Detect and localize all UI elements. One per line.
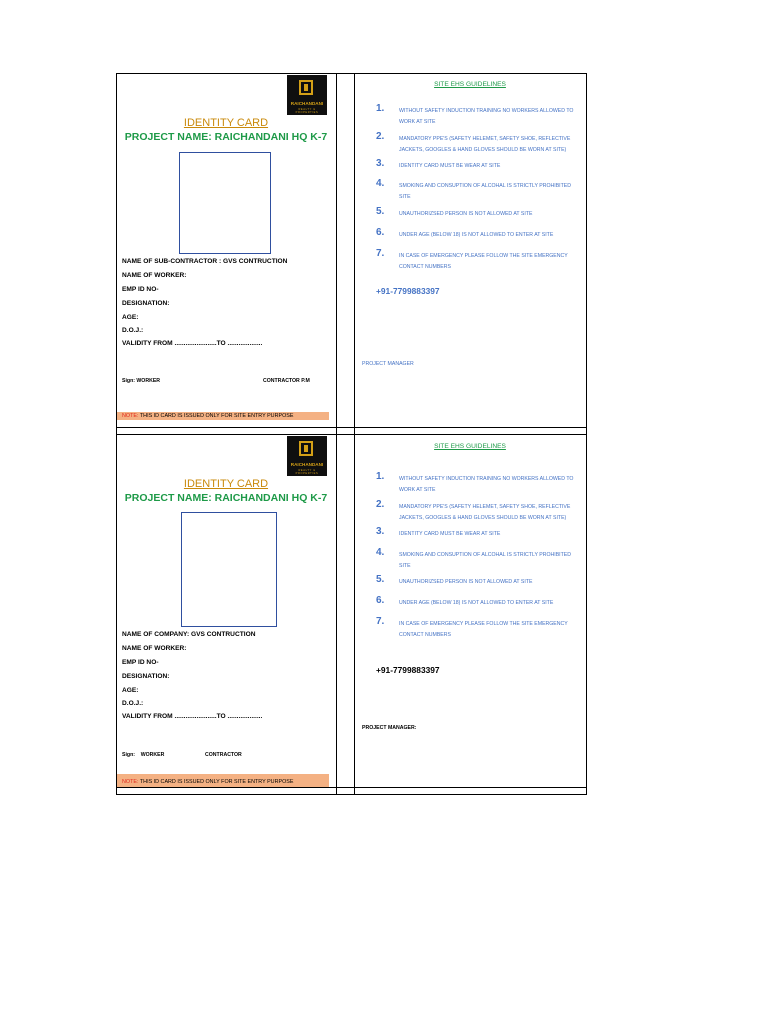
field-doj: D.O.J.: — [122, 327, 144, 334]
field-company: NAME OF COMPANY: GVS CONTRUCTION — [122, 631, 256, 638]
field-sub-contractor: NAME OF SUB-CONTRACTOR : GVS CONTRUCTION — [122, 258, 288, 265]
field-validity: VALIDITY FROM .......................TO ................... — [122, 713, 263, 720]
identity-card-title: IDENTITY CARD — [183, 478, 269, 490]
sign-contractor: CONTRACTOR — [205, 752, 242, 758]
rule-number: 7. — [376, 616, 385, 627]
project-name: PROJECT NAME: RAICHANDANI HQ K-7 — [124, 492, 328, 504]
rule-number: 6. — [376, 595, 385, 606]
field-worker-name: NAME OF WORKER: — [122, 272, 187, 279]
photo-box — [181, 512, 277, 627]
company-logo — [287, 436, 327, 476]
rule-number: 3. — [376, 158, 385, 169]
logo-r-icon — [299, 441, 313, 456]
note-banner — [117, 774, 329, 787]
rule-number: 1. — [376, 103, 385, 114]
rule-text: IN CASE OF EMERGENCY PLEASE FOLLOW THE SITE EMERGENCY CONTACT NUMBERS — [399, 621, 568, 638]
rule-text: WITHOUT SAFETY INDUCTION TRAINING NO WORKERS ALLOWED TO WORK AT SITE — [399, 476, 574, 493]
logo-brand: RAICHANDANI — [290, 462, 324, 467]
ehs-guidelines-title: SITE EHS GUIDELINES — [434, 81, 506, 88]
rule-text: MANDATORY PPE'S (SAFETY HELEMET, SAFETY SHOE, REFLECTIVE JACKETS, GOOGLES & HAND GLOVES SHOULD BE WORN AT SITE) — [399, 504, 571, 521]
company-logo — [287, 75, 327, 115]
rule-number: 2. — [376, 131, 385, 142]
rule-text: IN CASE OF EMERGENCY PLEASE FOLLOW THE SITE EMERGENCY CONTACT NUMBERS — [399, 253, 568, 270]
logo-tagline: REALTY & PROPERTIES — [295, 108, 319, 114]
note-text: THIS ID CARD IS ISSUED ONLY FOR SITE ENTRY PURPOSE — [138, 413, 294, 419]
identity-card-title: IDENTITY CARD — [183, 117, 269, 129]
logo-brand: RAICHANDANI — [290, 101, 324, 106]
rule-number: 7. — [376, 248, 385, 259]
rule-number: 5. — [376, 206, 385, 217]
emergency-phone: +91-7799883397 — [376, 286, 440, 296]
sign-worker: Sign: WORKER — [122, 752, 165, 758]
field-designation: DESIGNATION: — [122, 673, 170, 680]
ehs-guidelines-title: SITE EHS GUIDELINES — [434, 443, 506, 450]
rule-text: SMOKING AND CONSUPTION OF ALCOHAL IS STRICTLY PROHIBITED SITE — [399, 183, 571, 200]
rule-text: SMOKING AND CONSUPTION OF ALCOHAL IS STRICTLY PROHIBITED SITE — [399, 552, 571, 569]
logo-tagline: REALTY & PROPERTIES — [295, 469, 319, 475]
project-name: PROJECT NAME: RAICHANDANI HQ K-7 — [124, 131, 328, 143]
rule-text: IDENTITY CARD MUST BE WEAR AT SITE — [399, 531, 501, 537]
note-banner — [117, 412, 329, 420]
field-doj: D.O.J.: — [122, 700, 144, 707]
rule-number: 1. — [376, 471, 385, 482]
logo-r-icon — [299, 80, 313, 95]
rule-text: UNAUTHORIZSED PERSON IS NOT ALLOWED AT SITE — [399, 579, 533, 585]
rule-number: 3. — [376, 526, 385, 537]
project-manager-label: PROJECT MANAGER — [362, 361, 414, 367]
note-label: NOTE: — [122, 779, 139, 785]
rule-text: WITHOUT SAFETY INDUCTION TRAINING NO WORKERS ALLOWED TO WORK AT SITE — [399, 108, 574, 125]
rule-text: UNDER AGE (BELOW 18) IS NOT ALLOWED TO ENTER AT SITE — [399, 600, 554, 606]
rule-text: UNDER AGE (BELOW 18) IS NOT ALLOWED TO ENTER AT SITE — [399, 232, 554, 238]
rule-number: 2. — [376, 499, 385, 510]
field-designation: DESIGNATION: — [122, 300, 170, 307]
field-emp-id: EMP ID NO- — [122, 286, 159, 293]
rule-text: UNAUTHORIZSED PERSON IS NOT ALLOWED AT SITE — [399, 211, 533, 217]
field-worker-name: NAME OF WORKER: — [122, 645, 187, 652]
emergency-phone: +91-7799883397 — [376, 665, 440, 675]
note-text: THIS ID CARD IS ISSUED ONLY FOR SITE ENTRY PURPOSE — [138, 779, 294, 785]
photo-box — [179, 152, 271, 254]
rule-text: MANDATORY PPE'S (SAFETY HELEMET, SAFETY SHOE, REFLECTIVE JACKETS, GOOGLES & HAND GLOVES SHOULD BE WORN AT SITE) — [399, 136, 571, 153]
field-emp-id: EMP ID NO- — [122, 659, 159, 666]
field-age: AGE: — [122, 314, 139, 321]
field-age: AGE: — [122, 687, 139, 694]
project-manager-label: PROJECT MANAGER: — [362, 725, 417, 731]
sign-worker: Sign: WORKER — [122, 378, 161, 384]
rule-text: IDENTITY CARD MUST BE WEAR AT SITE — [399, 163, 501, 169]
rule-number: 6. — [376, 227, 385, 238]
rule-number: 4. — [376, 178, 385, 189]
rule-number: 5. — [376, 574, 385, 585]
sign-contractor: CONTRACTOR P.M — [263, 378, 310, 384]
rule-number: 4. — [376, 547, 385, 558]
note-label: NOTE: — [122, 413, 139, 419]
field-validity: VALIDITY FROM .......................TO ................... — [122, 340, 263, 347]
